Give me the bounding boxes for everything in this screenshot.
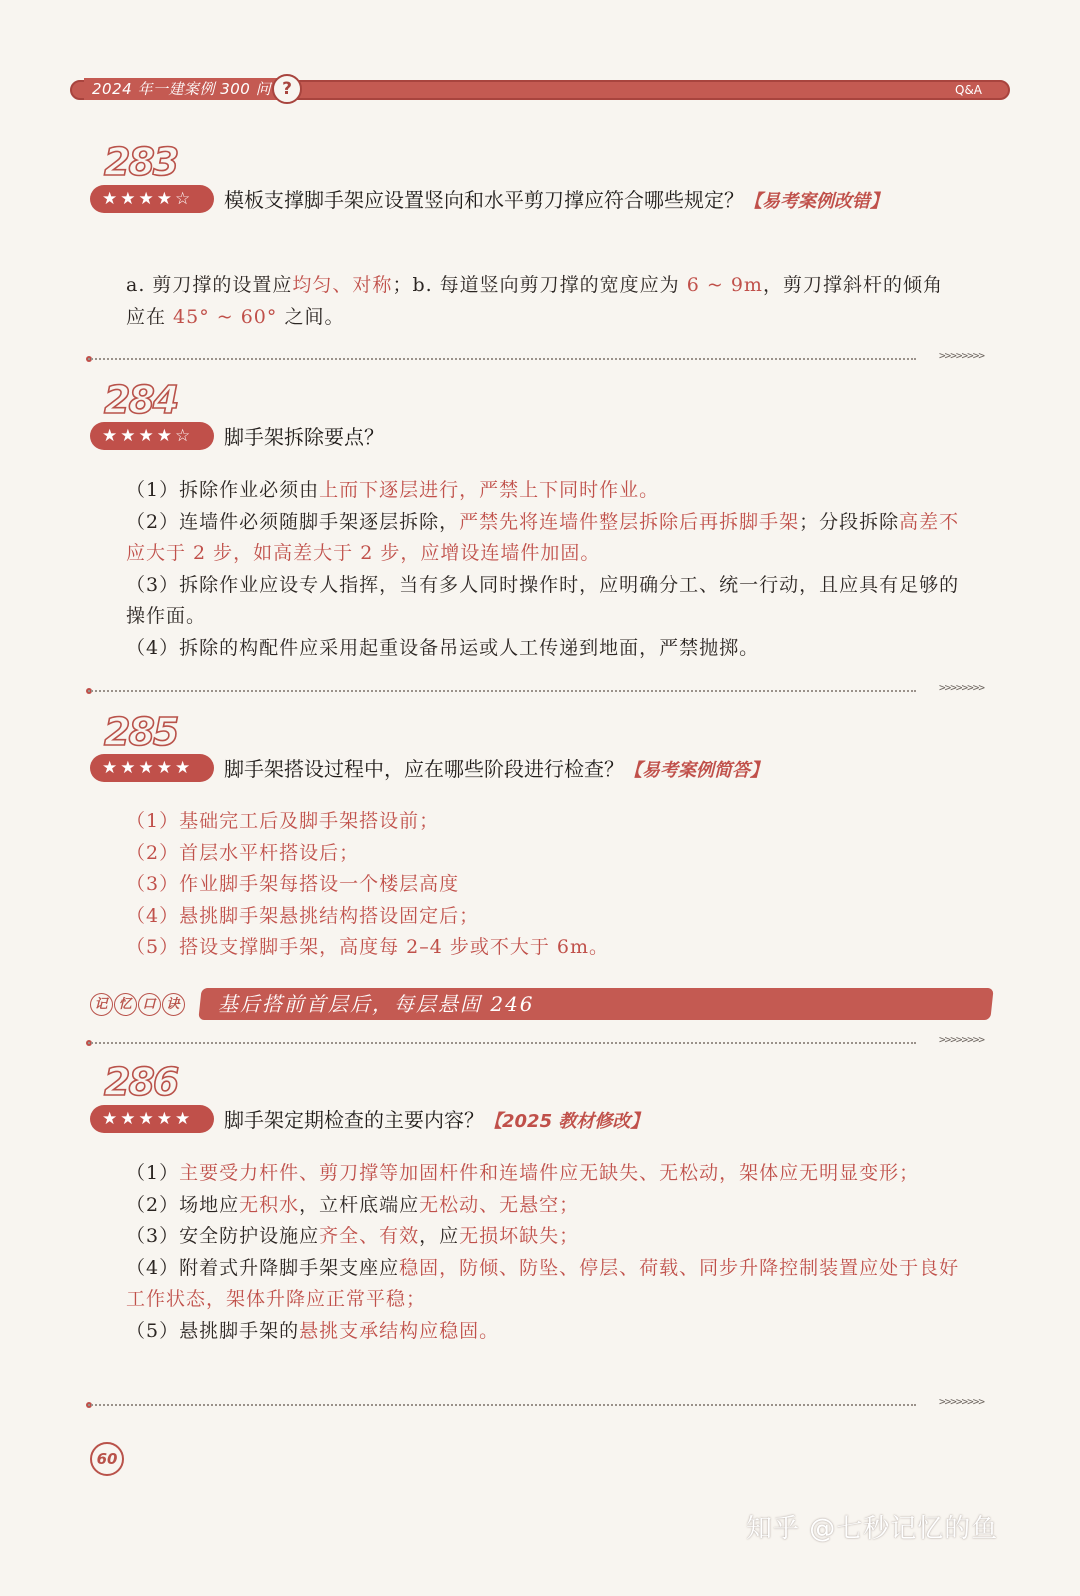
question-title [224, 186, 964, 216]
list-item: （5）悬挑脚手架的悬挑支承结构应稳固。 [126, 1319, 500, 1342]
list-item: （2）首层水平杆搭设后； [126, 841, 360, 864]
star-rating: ★★★★★ [90, 1105, 214, 1133]
list-item: （1）基础完工后及脚手架搭设前； [126, 810, 440, 832]
answer-highlight: 均匀、对称 [292, 274, 393, 296]
list-item: （2）场地应无积水，立杆底端应无松动、无悬空； [126, 1193, 580, 1216]
list-item: （3）拆除作业应设专人指挥，当有多人同时操作时，应明确分工、统一行动，且应具有足够的操作面。 [126, 573, 960, 627]
watermark: 知乎 @七秒记忆的鱼 [746, 1514, 999, 1544]
list-item: （1）拆除作业必须由上而下逐层进行，严禁上下同时作业。 [126, 479, 660, 501]
answer-list [126, 1158, 962, 1347]
section-divider: >>>>>>>> [88, 1038, 984, 1048]
question-text: 脚手架定期检查的主要内容？ [224, 1108, 484, 1132]
question-text: 脚手架搭设过程中，应在哪些阶段进行检查？ [224, 757, 624, 781]
star-rating: ★★★★☆ [90, 422, 214, 450]
answer-list [126, 806, 962, 964]
book-title: 2024 年一建案例 300 问 [84, 78, 279, 100]
section-divider: >>>>>>>> [88, 1400, 984, 1410]
star-rating: ★★★★☆ [90, 185, 214, 213]
section-divider: >>>>>>>> [88, 686, 984, 696]
answer-segment: ，剪刀撑斜杆的倾角应在 [126, 274, 943, 328]
question-title [224, 1106, 964, 1136]
question-tag: 【易考案例改错】 [744, 191, 888, 212]
question-title: 脚手架拆除要点？ [224, 425, 384, 449]
star-rating: ★★★★★ [90, 754, 214, 782]
list-item: （4）悬挑脚手架悬挑结构搭设固定后； [126, 904, 480, 927]
list-item: （5）搭设支撑脚手架，高度每 2–4 步或不大于 6m。 [126, 936, 609, 958]
mnemonic-label: 记 忆 口 诀 [90, 989, 186, 1017]
answer-segment: a. 剪刀撑的设置应 [126, 274, 293, 296]
question-number: 283 [104, 140, 178, 184]
list-item: （1）主要受力杆件、剪刀撑等加固杆件和连墙件应无缺失、无松动，架体应无明显变形； [126, 1162, 920, 1184]
qa-label: Q&A [955, 83, 983, 97]
question-text: 模板支撑脚手架应设置竖向和水平剪刀撑应符合哪些规定？ [224, 188, 744, 212]
question-tag: 【易考案例简答】 [624, 760, 768, 781]
question-tag: 【2025 教材修改】 [484, 1111, 649, 1132]
page-number: 60 [90, 1442, 124, 1476]
answer-highlight: 45° ~ 60° [173, 305, 278, 328]
answer-text [126, 270, 962, 333]
question-title [224, 755, 964, 785]
answer-list [126, 475, 962, 664]
answer-highlight: 6 ~ 9m [686, 274, 763, 296]
mnemonic-text: 基后搭前首层后，每层悬固 246 [218, 992, 535, 1016]
list-item: （4）附着式升降脚手架支座应稳固，防倾、防坠、停层、荷载、同步升降控制装置应处于良好工作状态，架体升降应正常平稳； [126, 1256, 960, 1310]
list-item: （4）拆除的构配件应采用起重设备吊运或人工传递到地面，严禁抛掷。 [126, 636, 760, 659]
question-number: 285 [104, 710, 178, 754]
section-divider: >>>>>>>> [88, 354, 984, 364]
question-number: 286 [104, 1060, 178, 1104]
question-number: 284 [104, 378, 178, 422]
list-item: （3）安全防护设施应齐全、有效，应无损坏缺失； [126, 1225, 580, 1247]
list-item: （3）作业脚手架每搭设一个楼层高度 [126, 873, 460, 895]
question-mark-icon: ? [272, 74, 302, 104]
answer-segment: 之间。 [277, 305, 345, 328]
answer-segment: ；b. 每道竖向剪刀撑的宽度应为 [392, 274, 687, 296]
list-item: （2）连墙件必须随脚手架逐层拆除，严禁先将连墙件整层拆除后再拆脚手架；分段拆除高差不应大于 2 步，如高差大于 2 步，应增设连墙件加固。 [126, 510, 960, 564]
